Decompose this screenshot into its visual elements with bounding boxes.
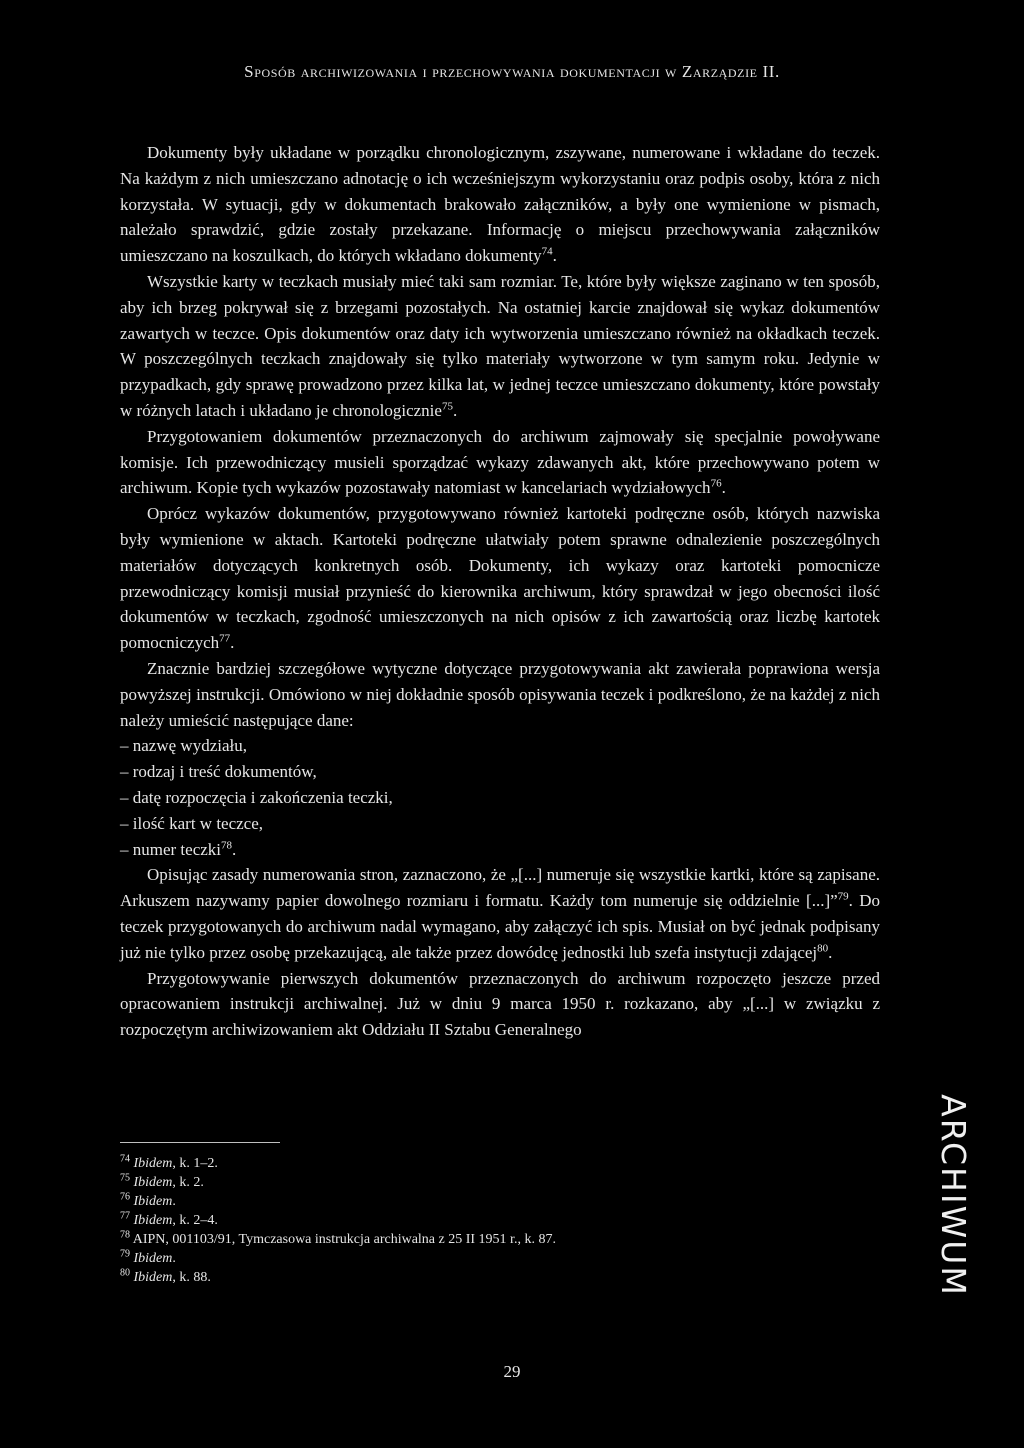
journal-side-label: ARCHIWUM [933,1093,973,1297]
list-item: – ilość kart w teczce, [120,811,880,837]
list-item: – nazwę wydziału, [120,733,880,759]
footnote-ref: 79 [837,890,849,903]
list-item: – datę rozpoczęcia i zakończenia teczki, [120,785,880,811]
footnote-ref: 75 [441,400,453,413]
footnote: $^{75}$ Ibidem, k. 2. [120,1172,204,1190]
footnote: $^{79}$ Ibidem. [120,1248,176,1266]
footnote-ref: 78 [221,838,233,851]
paragraph: Wszystkie karty w teczkach musiały mieć taki sam rozmiar. Te, które były większe zaginano w ten sposób, aby ich brzeg pokrywał się z brzegami pozostałych. Na ostatniej karcie znajdował się wykaz dokumentów zawartych w teczce. Opis dokumentów oraz daty ich wytworzenia umieszczano również na okładkach teczek. W poszczególnych teczkach znajdowały się tylko materiały wytworzone w tym samym roku. Jedynie w przypadkach, gdy sprawę prowadzono przez kilka lat, w jednej teczce umieszczano dokumenty, które powstały w różnych latach i układano je chronologicznie$^{75}$. [120,271,880,420]
list-item: – rodzaj i treść dokumentów, [120,759,880,785]
running-header: Sposób archiwizowania i przechowywania dokumentacji w Zarządzie II. [244,62,780,81]
footnote: $^{80}$ Ibidem, k. 88. [120,1267,211,1285]
data-list [120,733,880,862]
footnote: $^{76}$ Ibidem. [120,1191,176,1209]
footnote-divider [120,1142,280,1143]
footnote-ref: 77 [219,632,231,645]
footnote: $^{78}$ AIPN, 001103/91, Tymczasowa instrukcja archiwalna z 25 II 1951 r., k. 87. [120,1229,556,1247]
footnote-ref: 76 [710,477,722,490]
paragraph: Opisując zasady numerowania stron, zaznaczono, że „[...] numeruje się wszystkie kartki, które są zapisane. Arkuszem nazywamy papier dowolnego rozmiaru i formatu. Każdy tom numeruje się oddzielnie [...]”$^{79}$. Do teczek przygotowanych do archiwum nadal wymagano, aby załączyć ich spis. Musiał on być jednak podpisany już nie tylko przez osobę przekazującą, ale także przez dowódcę jednostki lub szefa instytucji zdającej$^{80}$. [120,865,880,962]
paragraph: Znacznie bardziej szczegółowe wytyczne dotyczące przygotowywania akt zawierała poprawiona wersja powyższej instrukcji. Omówiono w niej dokładnie sposób opisywania teczek i podkreślono, że na każdej z nich należy umieścić następujące dane: [120,658,880,730]
footnotes [120,1154,880,1287]
paragraph: Przygotowywanie pierwszych dokumentów przeznaczonych do archiwum rozpoczęto jeszcze przed opracowaniem instrukcji archiwalnej. Już w dniu 9 marca 1950 r. rozkazano, aby „[...] w związku z rozpoczętym archiwizowaniem akt Oddziału II Sztabu Generalnego [120,968,880,1040]
footnote: $^{74}$ Ibidem, k. 1–2. [120,1153,218,1171]
page-number: 29 [503,1362,521,1381]
paragraph: Dokumenty były układane w porządku chronologicznym, zszywane, numerowane i wkładane do teczek. Na każdym z nich umieszczano adnotację o ich wcześniejszym wykorzystaniu oraz podpis osoby, która z nich korzystała. W sytuacji, gdy w dokumentach brakowało załączników, a były one wymienione w pismach, należało sprawdzić, gdzie zostały przekazane. Informację o miejscu przechowywania załączników umieszczano na koszulkach, do których wkładano dokumenty$^{74}$. [120,143,880,266]
paragraph: Przygotowaniem dokumentów przeznaczonych do archiwum zajmowały się specjalnie powoływane komisje. Ich przewodniczący musieli sporządzać wykazy zdawanych akt, które przechowywano potem w archiwum. Kopie tych wykazów pozostawały natomiast w kancelariach wydziałowych$^{76}$. [120,426,880,498]
list-item: – numer teczki$^{78}$. [120,837,880,863]
footnote: $^{77}$ Ibidem, k. 2–4. [120,1210,218,1228]
footnote-ref: 74 [541,245,553,258]
paragraph: Oprócz wykazów dokumentów, przygotowywano również kartoteki podręczne osób, których nazwiska były wymienione w aktach. Kartoteki podręczne ułatwiały potem sprawne odnalezienie poszczególnych materiałów dotyczących konkretnych osób. Dokumenty, ich wykazy oraz kartoteki pomocnicze przewodniczący komisji musiał przynieść do kierownika archiwum, który sprawdzał w jego obecności ilość dokumentów w teczkach, zgodność umieszczonych na nich opisów z ich zawartością oraz liczbę kartotek pomocniczych$^{77}$. [120,504,880,653]
footnote-ref: 80 [817,942,829,955]
body-text [120,140,880,1043]
